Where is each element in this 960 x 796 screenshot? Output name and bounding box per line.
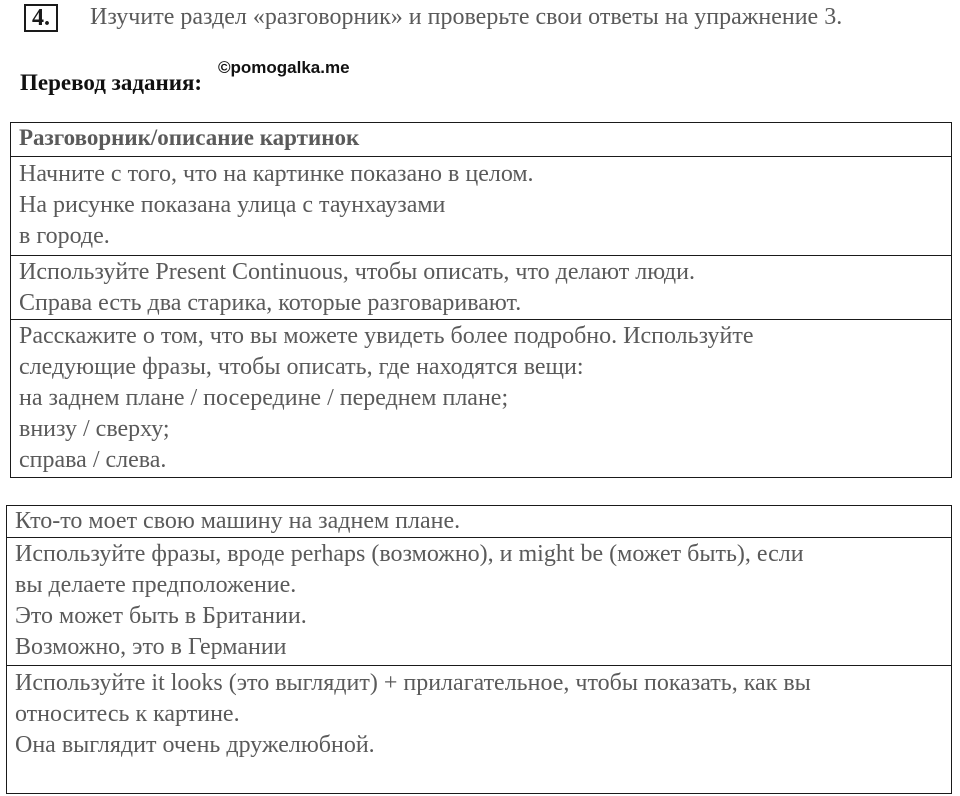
row-line: Это может быть в Британии.: [15, 603, 307, 629]
row-line: Используйте Present Continuous, чтобы описать, что делают люди.: [19, 259, 695, 285]
table-row: [7, 506, 951, 537]
row-line: Справа есть два старика, которые разговаривают.: [19, 290, 522, 316]
row-line: Возможно, это в Германии: [15, 634, 287, 660]
row-line: Расскажите о том, что вы можете увидеть более подробно. Используйте: [19, 323, 754, 349]
row-line: Используйте it looks (это выглядит) + прилагательное, чтобы показать, как вы: [15, 670, 811, 696]
row-line: относитесь к картине.: [15, 701, 240, 727]
row-line: Используйте фразы, вроде perhaps (возможно), и might be (может быть), если: [15, 541, 804, 567]
phrasebook-header-row: [11, 123, 951, 156]
table-row: [11, 319, 951, 476]
row-line: следующие фразы, чтобы описать, где находятся вещи:: [19, 354, 584, 380]
row-line: Начните с того, что на картинке показано в целом.: [19, 161, 534, 187]
row-line: Кто-то моет свою машину на заднем плане.: [15, 508, 461, 534]
phrasebook-header: Разговорник/описание картинок: [19, 125, 360, 150]
table-row: [7, 537, 951, 665]
watermark: ©pomogalka.me: [218, 58, 350, 77]
row-line: в городе.: [19, 223, 110, 249]
row-line: справа / слева.: [19, 447, 167, 473]
row-line: вы делаете предположение.: [15, 572, 297, 598]
row-line: Она выглядит очень дружелюбной.: [15, 732, 375, 758]
row-line: внизу / сверху;: [19, 416, 170, 442]
row-line: на заднем плане / посередине / переднем плане;: [19, 385, 509, 411]
table-row: [11, 156, 951, 255]
phrasebook-table: [10, 122, 952, 478]
task-instruction: Изучите раздел «разговорник» и проверьте свои ответы на упражнение 3.: [90, 4, 843, 30]
table-row: [11, 255, 951, 319]
row-line: На рисунке показана улица с таунхаузами: [19, 192, 446, 218]
translation-heading: Перевод задания:: [20, 70, 203, 95]
phrasebook-table-continued: [6, 505, 952, 794]
table-row: [7, 665, 951, 792]
task-number-box: 4.: [24, 4, 58, 32]
